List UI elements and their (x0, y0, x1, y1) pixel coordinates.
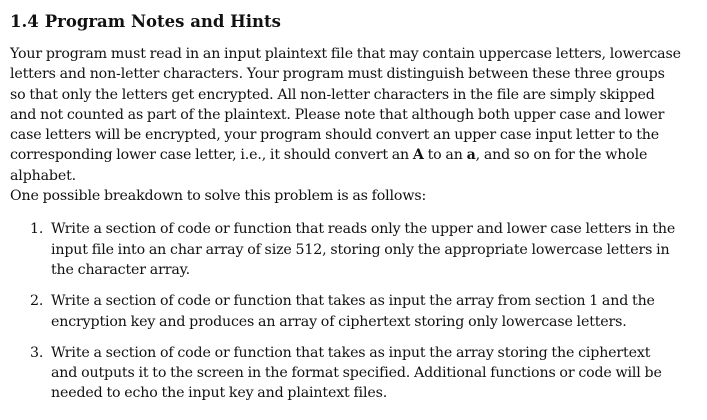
text-line: and outputs it to the screen in the format specified. Additional functions or code will be (51, 365, 662, 382)
bold-uppercase-a: A (412, 147, 424, 164)
text-segment: corresponding lower case letter, i.e., it should convert an (10, 147, 413, 164)
text-line: input file into an char array of size 512, storing only the appropriate lowercase letters in (51, 241, 670, 258)
text-line: the character array. (51, 261, 190, 278)
text-line: Write a section of code or function that reads only the upper and lower case letters in the (51, 221, 676, 238)
text-segment: to an (423, 147, 467, 164)
section-number: 1.4 (10, 12, 39, 31)
text-line: alphabet. (10, 167, 77, 184)
text-line: Your program must read in an input plaintext file that may contain uppercase letters, lowercase (10, 46, 681, 62)
intro-paragraph (10, 44, 699, 206)
text-line: encryption key and produces an array of ciphertext storing only lowercase letters. (51, 313, 627, 330)
section-title: Program Notes and Hints (44, 12, 281, 31)
steps-list (10, 219, 699, 403)
bold-lowercase-a: a (466, 147, 476, 164)
text-line: Write a section of code or function that takes as input the array from section 1 and the (51, 293, 655, 310)
text-line: Write a section of code or function that takes as input the array storing the ciphertext (51, 344, 651, 361)
text-line: One possible breakdown to solve this problem is as follows: (10, 188, 427, 205)
list-item (10, 219, 699, 280)
list-marker: 2. (30, 293, 44, 310)
text-segment: , and so on for the whole (475, 147, 648, 164)
list-item (10, 291, 699, 332)
section-heading (10, 11, 699, 33)
list-item (10, 343, 699, 404)
text-line: letters and non-letter characters. Your program must distinguish between these three groups (10, 66, 665, 83)
list-marker: 3. (30, 344, 44, 361)
text-line: so that only the letters get encrypted. All non-letter characters in the file are simply skipped (10, 86, 655, 103)
text-line: and not counted as part of the plaintext. Please note that although both upper case and lower (10, 106, 665, 123)
text-line: case letters will be encrypted, your program should convert an upper case input letter to the (10, 127, 659, 144)
list-marker: 1. (30, 221, 44, 238)
text-line: needed to echo the input key and plaintext files. (51, 385, 388, 402)
text-line (10, 145, 699, 165)
